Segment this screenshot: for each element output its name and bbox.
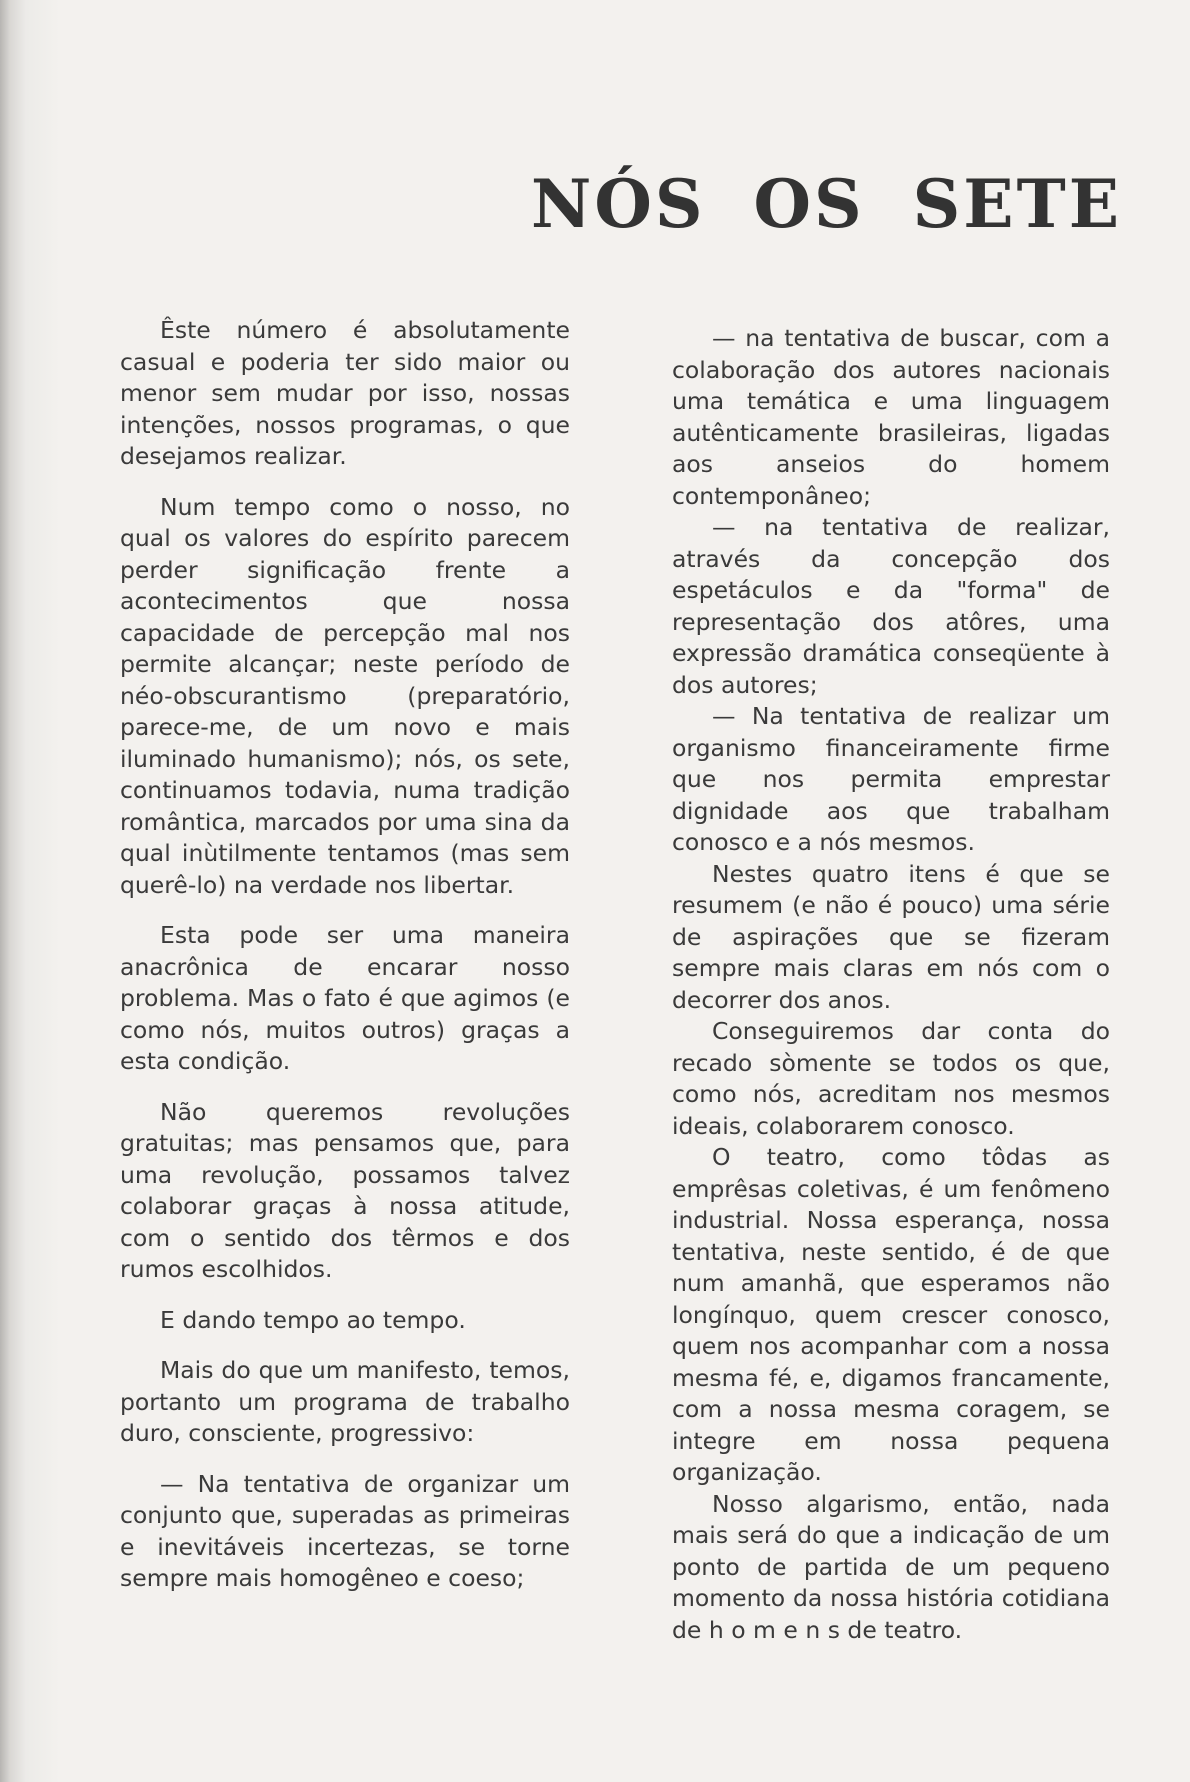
paragraph: Mais do que um manifesto, temos, portanto um programa de trabalho duro, consciente, progressivo:: [120, 1356, 570, 1447]
paragraph: — Na tentativa de realizar um organismo financeiramente firme que nos permita emprestar dignidade aos que trabalham conosco e a nós mesmos.: [672, 702, 1110, 856]
paragraph: Conseguiremos dar conta do recado sòmente se todos os que, como nós, acreditam nos mesmos ideais, colaborarem conosco.: [672, 1017, 1110, 1140]
paragraph: Nestes quatro itens é que se resumem (e não é pouco) uma série de aspirações que se fizeram sempre mais claras em nós com o decorrer dos anos.: [672, 859, 1110, 1014]
article-title: NÓS OS SETE: [531, 165, 1122, 243]
right-column: [672, 323, 1110, 1646]
paragraph: E dando tempo ao tempo.: [160, 1305, 466, 1334]
paragraph: — Na tentativa de organizar um conjunto que, superadas as primeiras e inevitáveis incertezas, se torne sempre mais homogêneo e coeso;: [120, 1469, 570, 1592]
paragraph: O teatro, como tôdas as emprêsas coletivas, é um fenômeno industrial. Nossa esperança, nossa tentativa, neste sentido, é de que num amanhã, que esperamos não longínquo, quem crescer conosco, quem nos acompanhar com a nossa mesma fé, e, digamos francamente, com a nossa mesma coragem, se integre em nossa pequena organização.: [672, 1143, 1110, 1486]
paragraph: Nosso algarismo, então, nada mais será do que a indicação de um ponto de partida de um pequeno momento da nossa história cotidiana de h o m e n s de teatro.: [672, 1489, 1110, 1644]
paragraph: — na tentativa de realizar, através da concepção dos espetáculos e da "forma" de representação dos atôres, uma expressão dramática conseqüente à dos autores;: [672, 513, 1110, 699]
paragraph: Êste número é absolutamente casual e poderia ter sido maior ou menor sem mudar por isso, nossas intenções, nossos programas, o que desejamos realizar.: [120, 316, 570, 470]
paragraph: — na tentativa de buscar, com a colaboração dos autores nacionais uma temática e uma linguagem autênticamente brasileiras, ligadas aos anseios do homem contemponâneo;: [672, 324, 1110, 510]
left-column: [120, 315, 570, 1595]
paragraph: Não queremos revoluções gratuitas; mas pensamos que, para uma revolução, possamos talvez colaborar graças à nossa atitude, com o sentido dos têrmos e dos rumos escolhidos.: [120, 1097, 570, 1283]
paragraph: Num tempo como o nosso, no qual os valores do espírito parecem perder significação frente a acontecimentos que nossa capacidade de percepção mal nos permite alcançar; neste período de néo-obscurantismo (preparatório, parece-me, de um novo e mais iluminado humanismo); nós, os sete, continuamos todavia, numa tradição romântica, marcados por uma sina da qual inùtilmente tentamos (mas sem querê-lo) na verdade nos libertar.: [120, 492, 570, 899]
paragraph: Esta pode ser uma maneira anacrônica de encarar nosso problema. Mas o fato é que agimos (e como nós, muitos outros) graças a esta condição.: [120, 921, 570, 1075]
